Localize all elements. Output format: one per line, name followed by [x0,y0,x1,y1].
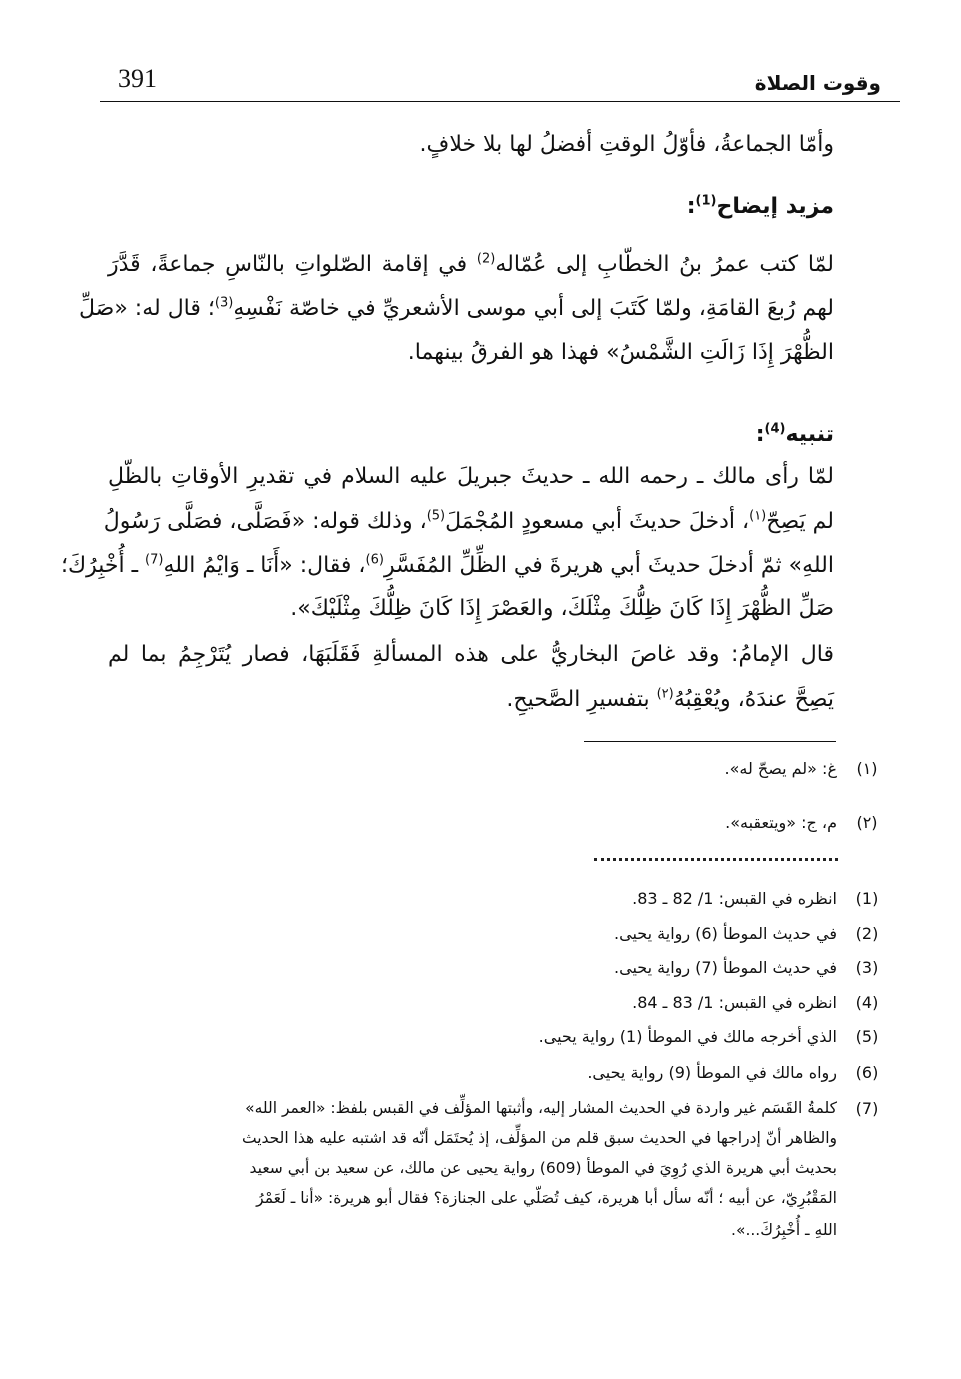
running-head: وقوت الصلاة [754,71,881,95]
paragraph-1: وأمّا الجماعةُ، فأوّلُ الوقتِ أفضلُ لها بلا خلافٍ. [419,132,834,157]
footnote-ref: (5) [426,508,446,524]
paragraph-3-line-4: صَلِّ الظُّهْرَ إِذَا كَانَ ظِلُّكَ مِثْلَكَ، والعَصْرَ إِذَا كَانَ ظِلُّكَ مِثْلَيْكَ». [290,596,834,621]
footnote-ref: (2) [476,251,496,267]
footnote-7-line-4: المَقْبُرِيّ، عن أبيه ؛ أنّه سأل أبا هريرة، كيف تُصَلّي على الجنازة؟ فقال أبو هريرة: «أنا ـ لَعَمْرُ [256,1189,837,1207]
page-number: 391 [118,64,157,93]
heading-tanbih: تنبيه$^{(4)}$: [755,421,834,447]
paragraph-4-line-1: قال الإمامُ: وقد غاصَ البخاريُّ على هذه المسألةِ فَقَلَبَهَا، فصار يُتَرْجِمُ بما لم [108,642,834,667]
paragraph-2-line-2: لهم رُبعَ القامَةِ، ولمّا كَتَبَ إلى أبي موسى الأشعريِّ في خاصّة نَفْسِهِ$^{(3)}$؛ قال له: «صَلِّ [79,295,834,321]
footnote-number: (4) [855,993,879,1012]
footnote-text: الذي أخرجه مالك في الموطأ (1) رواية يحيى. [538,1027,837,1046]
footnote-7-line-3: بحديث أبي هريرة الذي رُوِيَ في الموطأ (609) رواية يحيى عن مالك، عن سعيد بن أبي سعيد [249,1159,837,1177]
paragraph-3-line-2: لم يَصِحّ$^{(١)}$، أدخلَ حديثَ أبي مسعودٍ المُجْمَلَ$^{(5)}$، وذلك قوله: «فَصَلَّى، فصَلَّى رَسُولُ [103,508,834,534]
heading-text: تنبيه [785,422,834,447]
variant-note-text: م، ج: «ويتعقبه». [725,813,837,832]
footnote-ref: (6) [365,552,384,568]
footnote-number: (2) [855,924,879,943]
footnote-number: (1) [855,889,879,908]
footnote-text: في حديث الموطأ (7) رواية يحيى. [614,958,837,977]
paragraph-4-line-2: يَصِحَّ عندَهُ، ويُعْقِبُهُ$^{(٢)}$ بتفسيرِ الصَّحيحِ. [506,686,834,712]
paragraph-3-line-3: اللهِ» ثمّ أدخلَ حديثَ أبي هريرةَ في الظِّلِّ المُفَسَّرِ$^{(6)}$، فقال: «أَنَا ـ وَايْمُ اللهِ$^{(7)}$ ـ أُخْبِرُكَ؛ [61,552,834,578]
paragraph-3-line-1: لمّا رأى مالك ـ رحمه الله ـ حديثَ جبريلَ عليه السلام في تقديرِ الأوقاتِ بالظّلِ [108,464,834,489]
footnote-ref: (3) [214,295,234,311]
footnote-7-line-1: كلمةُ القَسَم غير واردة في الحديث المشار إليه، وأثبتها المؤلِّف في القبس بلفظ: «العمر الله» [245,1099,837,1117]
footnote-number: (6) [855,1063,879,1082]
footnote-text: رواه مالك في الموطأ (9) رواية يحيى. [587,1063,837,1082]
footnote-ref: (1) [695,193,717,209]
footnote-separator [594,858,838,861]
heading-mazid-idah: مزيد إيضاح$^{(1)}$: [686,193,834,219]
heading-text: مزيد إيضاح [716,194,834,219]
footnote-7-line-5: اللهِ ـ أُخْبِرُكَ...». [731,1221,837,1239]
variant-note-number: (١) [856,759,878,778]
paragraph-2-line-3: الظُّهْرَ إِذَا زَالَتِ الشَّمْسُ» فهذا هو الفرقُ بينهما. [407,340,834,365]
footnote-text: في حديث الموطأ (6) رواية يحيى. [614,924,837,943]
footnote-number: (3) [855,958,879,977]
header-rule [100,101,900,102]
variant-ref: (٢) [656,686,674,702]
footnote-7-line-2: والظاهر أنّ إدراجها في الحديث سبق قلم من المؤلِّف، إذ يُحتَمَل أنّه قد اشتبه عليه هذا الحديث [241,1129,837,1147]
footnote-ref: (4) [764,421,786,437]
footnote-rule [584,741,836,742]
paragraph-2-line-1: لمّا كتب عمرُ بنُ الخطّابِ إلى عُمّاله$^{(2)}$ في إقامة الصّلواتِ بالنّاسِ جماعةً، قَدَّرَ [108,251,834,277]
variant-note-number: (٢) [856,813,878,832]
variant-note-text: غ: «لم يصحّ له». [724,759,837,778]
footnote-text: انظره في القبس: 1/ 82 ـ 83. [632,889,837,908]
footnote-number: (5) [855,1027,879,1046]
variant-ref: (١) [749,508,767,524]
footnote-text: انظره في القبس: 1/ 83 ـ 84. [632,993,837,1012]
footnote-ref: (7) [145,552,164,568]
footnote-number: (7) [855,1099,879,1118]
